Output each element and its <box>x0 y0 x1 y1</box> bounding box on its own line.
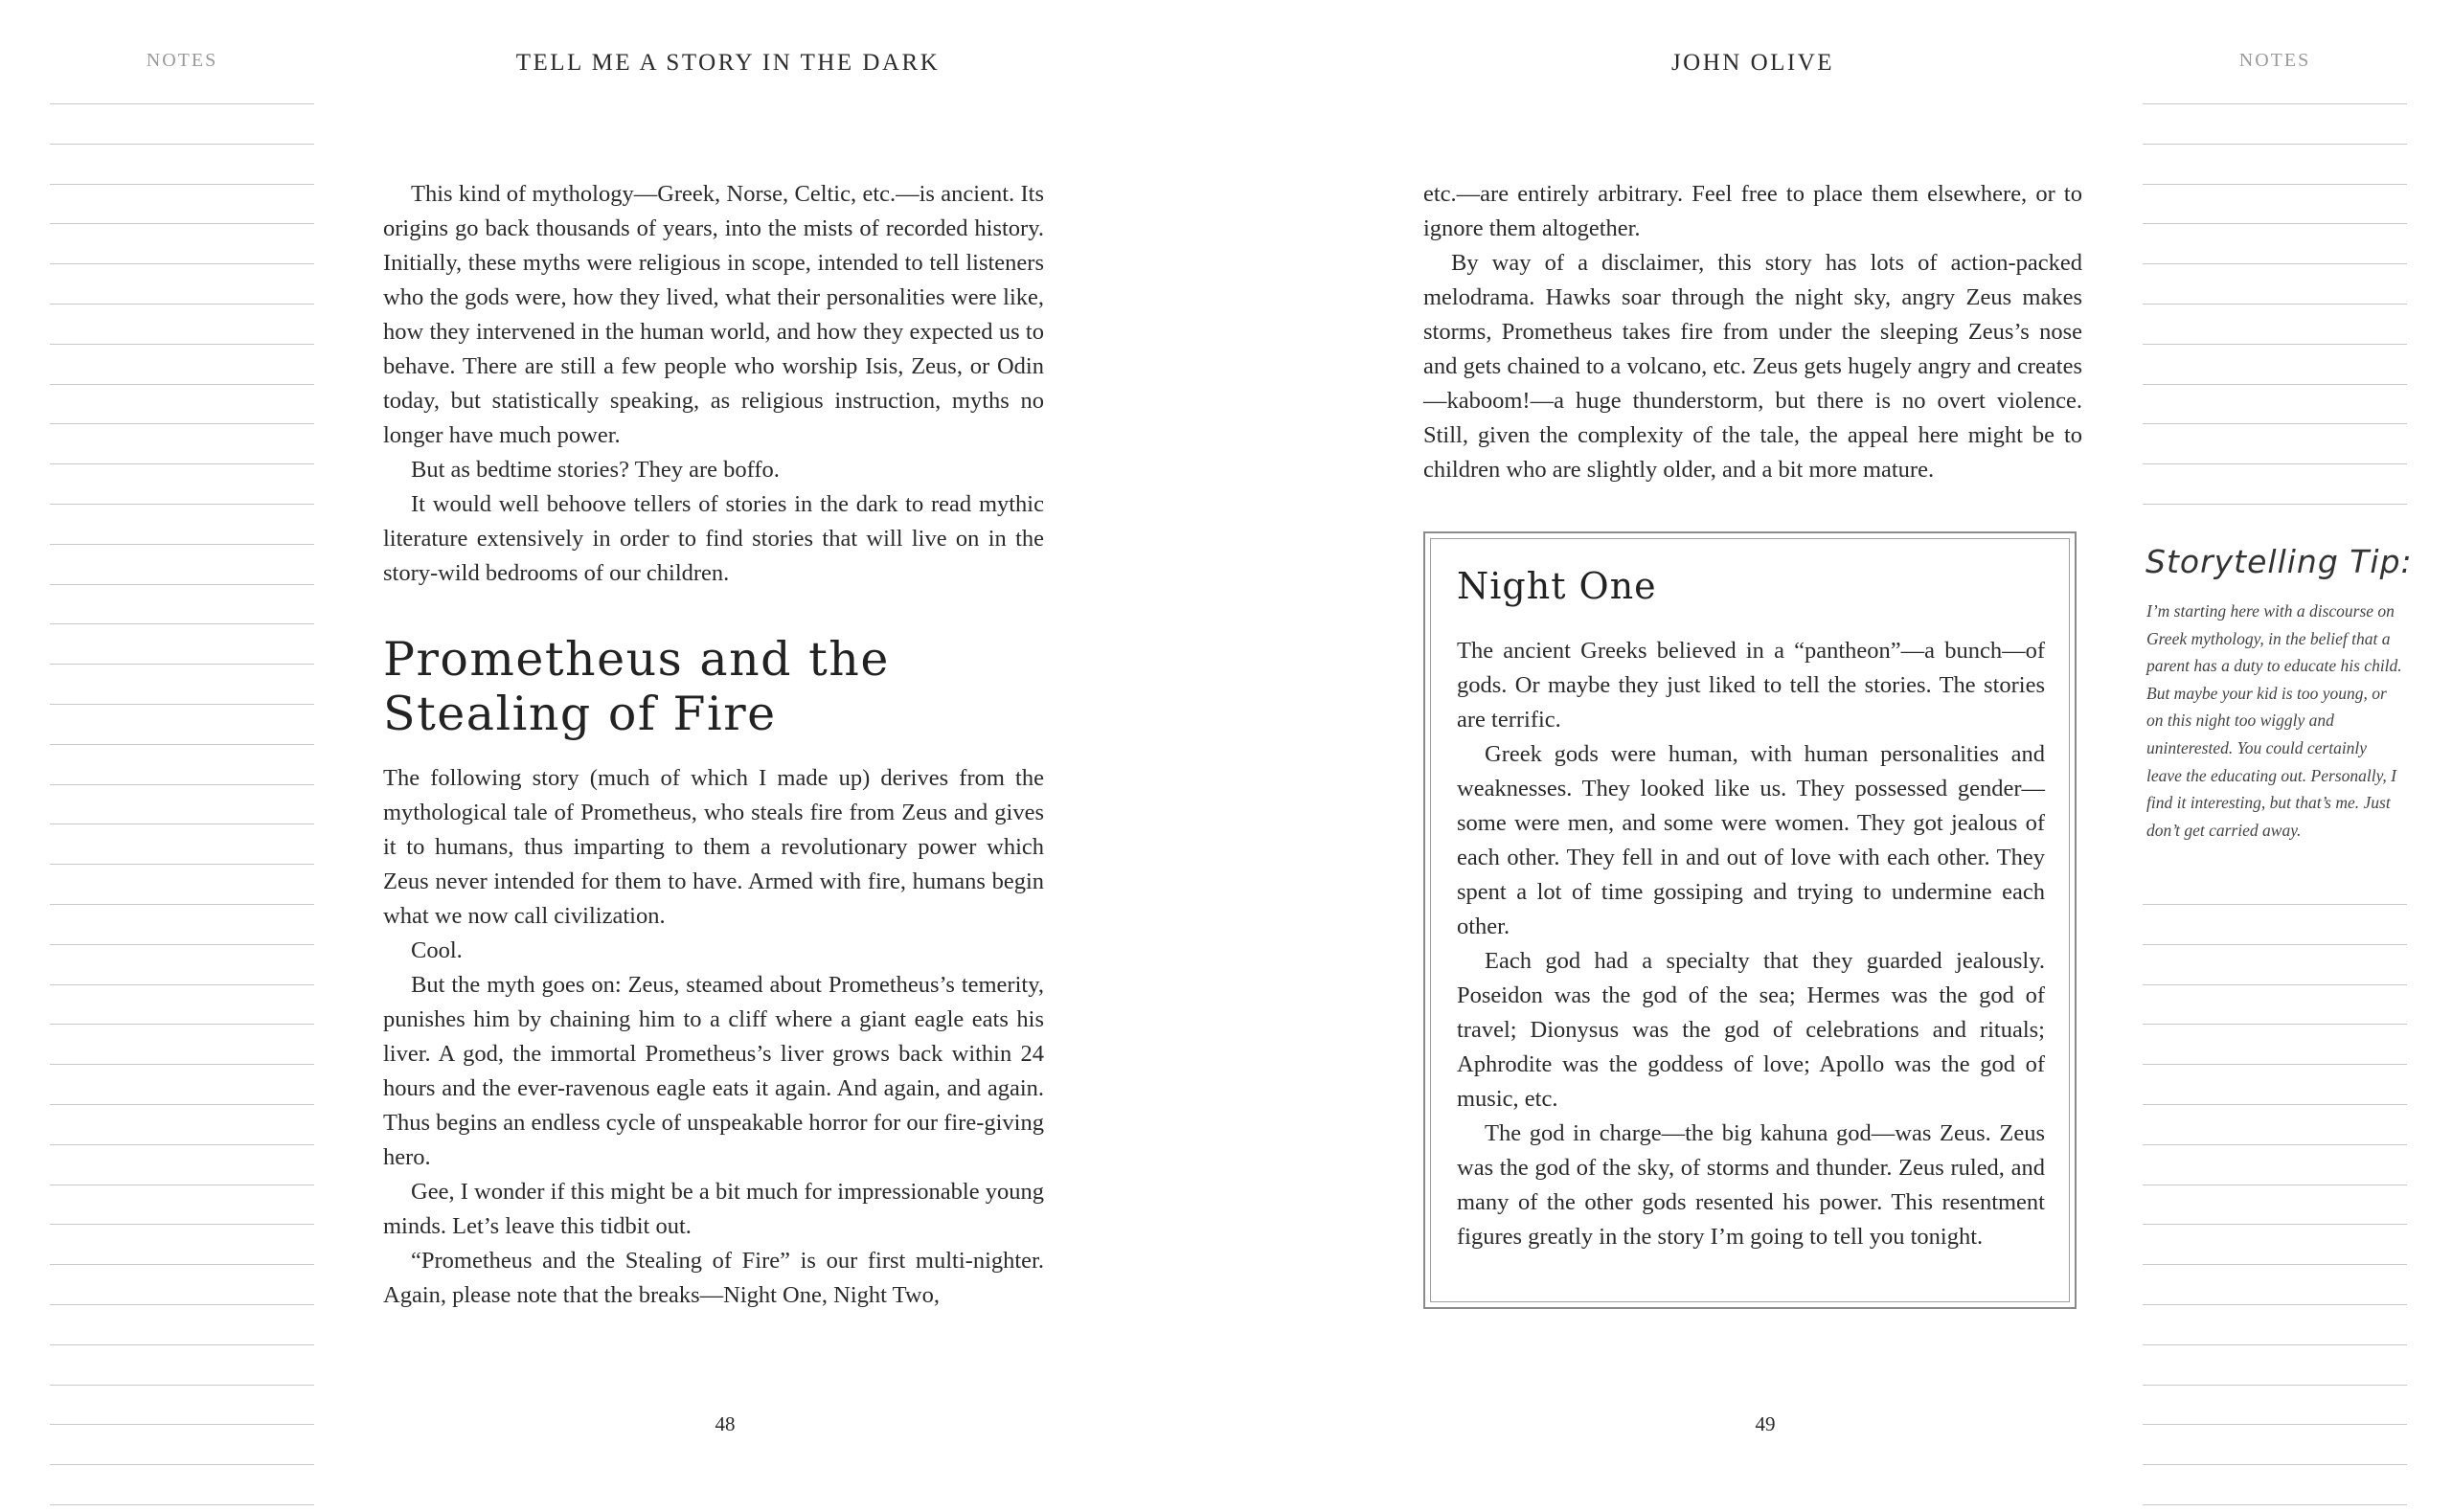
note-rule <box>50 864 314 865</box>
note-rule <box>50 463 314 464</box>
note-rule <box>2143 463 2407 464</box>
note-rule <box>50 1304 314 1305</box>
note-rule <box>50 103 314 104</box>
paragraph: By way of a disclaimer, this story has lots of action-packed melodrama. Hawks soar through the night sky, angry Zeus makes storms, Prometheus takes fire from under the sleeping Zeus’s nose and gets chained to a volcano, etc. Zeus gets hugely angry and creates—kaboom!—a huge thunderstorm, but there is no overt violence. Still, given the complexity of the tale, the appeal here might be to children who are slightly older, and a bit more mature. <box>1423 250 2082 483</box>
paragraph: etc.—are entirely arbitrary. Feel free to place them elsewhere, or to ignore them altogether. <box>1423 181 2082 241</box>
note-rule <box>50 384 314 385</box>
note-rule <box>2143 423 2407 424</box>
note-rule <box>50 784 314 785</box>
note-rule <box>2143 1064 2407 1065</box>
note-rule <box>2143 904 2407 905</box>
note-rule <box>2143 504 2407 505</box>
note-rule <box>50 1424 314 1425</box>
note-rule <box>50 584 314 585</box>
note-rule <box>50 704 314 705</box>
note-rule <box>50 984 314 985</box>
chapter-title: Prometheus and the Stealing of Fire <box>383 632 890 741</box>
note-rule <box>50 664 314 665</box>
paragraph: The god in charge—the big kahuna god—was Zeus. Zeus was the god of the sky, of storms and thunder. Zeus ruled, and many of the other gods resented his power. This resentment figures greatly in the story I’m going to tell you tonight. <box>1457 1120 2045 1250</box>
note-rule <box>50 1464 314 1465</box>
note-rule <box>50 223 314 224</box>
left-body-text <box>383 761 1044 1313</box>
note-rule <box>2143 1104 2407 1105</box>
note-rule <box>2143 984 2407 985</box>
paragraph: It would well behoove tellers of stories in the dark to read mythic literature extensively in order to find stories that will live on in the story-wild bedrooms of our children. <box>383 491 1044 586</box>
storytelling-tip-body: I’m starting here with a discourse on Greek mythology, in the belief that a parent has a duty to educate his child. But maybe your kid is too young, or on this night too wiggly and uninterested. You could certainly leave the educating out. Personally, I find it interesting, but that’s me. Just don’t get carried away. <box>2146 601 2402 840</box>
note-rule <box>50 144 314 145</box>
note-rule <box>50 1104 314 1105</box>
note-rule <box>2143 1504 2407 1505</box>
note-rule <box>2143 263 2407 264</box>
note-rule <box>50 1344 314 1345</box>
note-rule <box>50 423 314 424</box>
paragraph: “Prometheus and the Stealing of Fire” is our first multi-nighter. Again, please note that the breaks—Night One, Night Two, <box>383 1248 1044 1308</box>
left-notes-label: NOTES <box>146 50 218 71</box>
paragraph: The following story (much of which I made up) derives from the mythological tale of Prometheus, who steals fire from Zeus and gives it to humans, thus imparting to them a revolutionary power which Zeus never intended for them to have. Armed with fire, humans begin what we now call civilization. <box>383 765 1044 929</box>
note-rule <box>50 304 314 305</box>
left-running-head: TELL ME A STORY IN THE DARK <box>515 50 941 76</box>
note-rule <box>2143 1144 2407 1145</box>
paragraph: Gee, I wonder if this might be a bit much for impressionable young minds. Let’s leave this tidbit out. <box>383 1179 1044 1239</box>
paragraph: Cool. <box>411 937 463 963</box>
note-rule <box>2143 304 2407 305</box>
note-rule <box>50 1064 314 1065</box>
note-rule <box>50 344 314 345</box>
note-rule <box>50 1144 314 1145</box>
note-rule <box>50 1264 314 1265</box>
paragraph: But the myth goes on: Zeus, steamed about Prometheus’s temerity, punishes him by chaining him to a cliff where a giant eagle eats his liver. A god, the immortal Prometheus’s liver grows back within 24 hours and the ever-ravenous eagle eats it again. And again, and again. Thus begins an endless cycle of unspeakable horror for our fire-giving hero. <box>383 972 1044 1170</box>
note-rule <box>2143 944 2407 945</box>
right-intro-text <box>1423 177 2082 487</box>
left-intro-text <box>383 177 1044 591</box>
paragraph: This kind of mythology—Greek, Norse, Celtic, etc.—is ancient. Its origins go back thousands of years, into the mists of recorded history. Initially, these myths were religious in scope, intended to tell listeners who the gods were, how they lived, what their personalities were like, how they intervened in the human world, and how they expected us to behave. There are still a few people who worship Isis, Zeus, or Odin today, but statistically speaking, as religious instruction, myths no longer have much power. <box>383 181 1044 448</box>
paragraph: Greek gods were human, with human personalities and weaknesses. They looked like us. They possessed gender—some were men, and some were women. They got jealous of each other. They fell in and out of love with each other. They spent a lot of time gossiping and trying to undermine each other. <box>1457 741 2045 939</box>
note-rule <box>50 944 314 945</box>
note-rule <box>50 1504 314 1505</box>
right-running-head: JOHN OLIVE <box>1670 50 1835 76</box>
note-rule <box>50 904 314 905</box>
note-rule <box>50 744 314 745</box>
note-rule <box>2143 1424 2407 1425</box>
sidebar-text <box>1457 634 2045 1254</box>
paragraph: Each god had a specialty that they guarded jealously. Poseidon was the god of the sea; Hermes was the god of travel; Dionysus was the god of celebrations and rituals; Aphrodite was the goddess of love; Apollo was the god of music, etc. <box>1457 948 2045 1112</box>
note-rule <box>50 263 314 264</box>
note-rule <box>2143 103 2407 104</box>
note-rule <box>2143 1344 2407 1345</box>
note-rule <box>2143 1224 2407 1225</box>
note-rule <box>2143 1385 2407 1386</box>
paragraph: But as bedtime stories? They are boffo. <box>411 457 780 483</box>
note-rule <box>2143 1264 2407 1265</box>
right-page-number: 49 <box>1755 1412 1776 1435</box>
note-rule <box>50 623 314 624</box>
note-rule <box>2143 1304 2407 1305</box>
paragraph: The ancient Greeks believed in a “pantheon”—a bunch—of gods. Or maybe they just liked to tell the stories. The stories are terrific. <box>1457 638 2045 733</box>
sidebar-title: Night One <box>1457 565 1657 607</box>
note-rule <box>2143 184 2407 185</box>
note-rule <box>50 544 314 545</box>
left-page-number: 48 <box>715 1412 736 1435</box>
note-rule <box>2143 384 2407 385</box>
note-rule <box>50 1224 314 1225</box>
storytelling-tip-title: Storytelling Tip: <box>2146 543 2413 580</box>
note-rule <box>2143 1024 2407 1025</box>
note-rule <box>2143 144 2407 145</box>
note-rule <box>50 184 314 185</box>
note-rule <box>2143 344 2407 345</box>
right-notes-label: NOTES <box>2238 50 2311 71</box>
note-rule <box>2143 223 2407 224</box>
note-rule <box>50 1385 314 1386</box>
note-rule <box>2143 1464 2407 1465</box>
note-rule <box>50 504 314 505</box>
note-rule <box>50 1024 314 1025</box>
